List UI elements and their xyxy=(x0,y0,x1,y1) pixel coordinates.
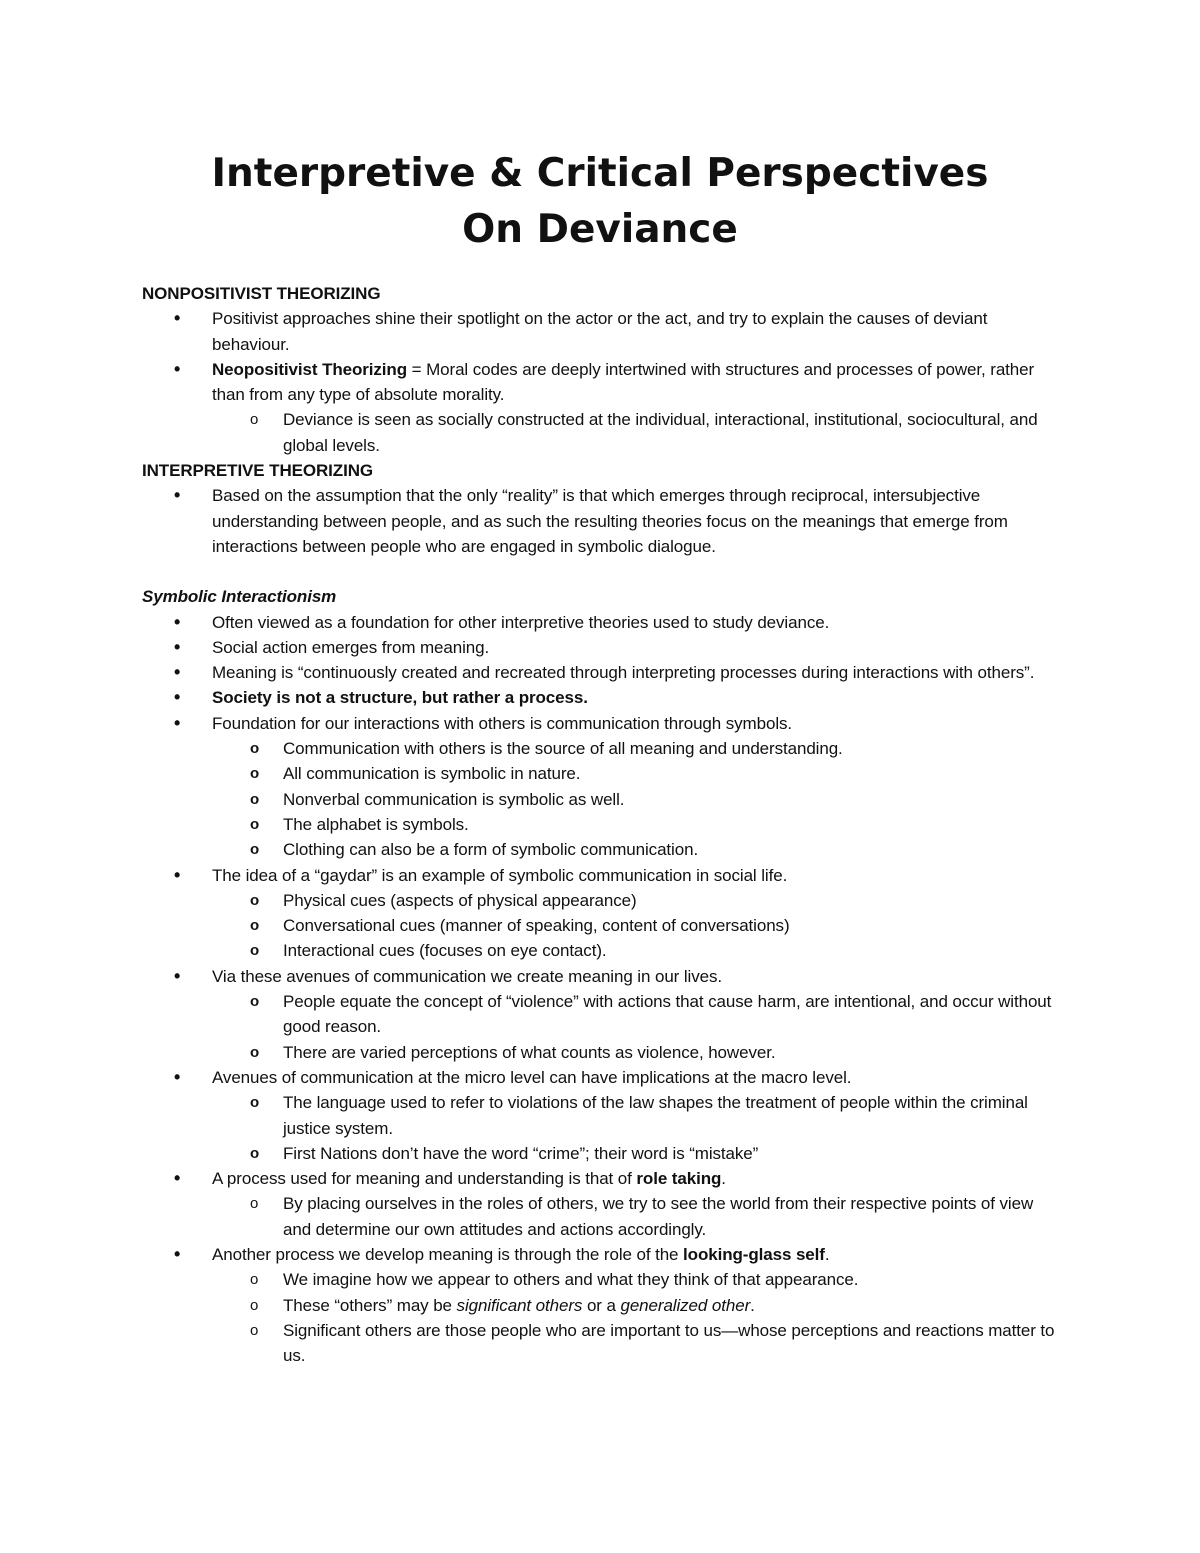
sub-list-item: o Communication with others is the source of all meaning and understanding. xyxy=(212,736,1062,761)
sub-list-item: o Significant others are those people who are important to us—whose perceptions and reactions matter to us. xyxy=(212,1318,1062,1369)
list-item: • Foundation for our interactions with others is communication through symbols. o Communication with others is the source of all meaning and understanding. o All communication is symbolic in nature. o Nonverbal communication is symbolic as well. o The alphabet is symbols. o Clothing can also be a form of symbolic communication. xyxy=(142,711,1062,863)
term-neopositivist: Neopositivist Theorizing xyxy=(212,359,408,379)
sub-list-item: o We imagine how we appear to others and what they think of that appearance. xyxy=(212,1267,1062,1292)
list-item: • Via these avenues of communication we create meaning in our lives. o People equate the concept of “violence” with actions that cause harm, are intentional, and occur without good reason. o There are varied perceptions of what counts as violence, however. xyxy=(142,964,1062,1065)
bullet-list-symbolic xyxy=(142,610,1062,1369)
list-item: • Neopositivist Theorizing = Moral codes are deeply intertwined with structures and processes of power, rather than from any type of absolute morality. o Deviance is seen as socially constructed at the individual, interactional, institutional, sociocultural, and global levels. xyxy=(142,357,1062,458)
list-item: • Social action emerges from meaning. xyxy=(142,635,1062,660)
page-title: Interpretive & Critical Perspectives On Deviance xyxy=(211,151,989,252)
sub-list-item: o There are varied perceptions of what counts as violence, however. xyxy=(212,1040,1062,1065)
bullet-list-interpretive xyxy=(142,483,1062,559)
sub-list-item: o Nonverbal communication is symbolic as well. xyxy=(212,787,1062,812)
sub-list-item: o Clothing can also be a form of symbolic communication. xyxy=(212,837,1062,862)
term-looking-glass-self: looking-glass self xyxy=(683,1244,825,1264)
sub-list-item: o The language used to refer to violations of the law shapes the treatment of people within the criminal justice system. xyxy=(212,1090,1062,1141)
sub-list-item: o People equate the concept of “violence” with actions that cause harm, are intentional, and occur without good reason. xyxy=(212,989,1062,1040)
list-item: • Society is not a structure, but rather a process. xyxy=(142,685,1062,710)
section-heading-nonpositivist: NONPOSITIVIST THEORIZING xyxy=(142,284,381,303)
list-item: • A process used for meaning and understanding is that of role taking. o By placing ourselves in the roles of others, we try to see the world from their respective points of view and determine our own attitudes and actions accordingly. xyxy=(142,1166,1062,1242)
sub-list-item: o Deviance is seen as socially constructed at the individual, interactional, institutional, sociocultural, and global levels. xyxy=(212,407,1062,458)
list-item: • Based on the assumption that the only “reality” is that which emerges through reciprocal, intersubjective understanding between people, and as such the resulting theories focus on the meanings that emerge from interactions between people who are engaged in symbolic dialogue. xyxy=(142,483,1062,559)
sub-list xyxy=(212,1191,1062,1242)
term-significant-others: significant others xyxy=(456,1295,583,1315)
sub-list xyxy=(212,888,1062,964)
list-item: • The idea of a “gaydar” is an example of symbolic communication in social life. o Physical cues (aspects of physical appearance) o Conversational cues (manner of speaking, content of conversations) o Interactional cues (focuses on eye contact). xyxy=(142,863,1062,964)
sub-list-item: o The alphabet is symbols. xyxy=(212,812,1062,837)
blank-line xyxy=(142,559,1062,584)
sub-list-item: o Conversational cues (manner of speaking, content of conversations) xyxy=(212,913,1062,938)
sub-list-item: o Physical cues (aspects of physical appearance) xyxy=(212,888,1062,913)
list-item: • Positivist approaches shine their spotlight on the actor or the act, and try to explain the causes of deviant behaviour. xyxy=(142,306,1062,357)
bullet-list-nonpositivist xyxy=(142,306,1062,458)
list-item: • Another process we develop meaning is through the role of the looking-glass self. o We imagine how we appear to others and what they think of that appearance. o These “others” may be significant others or a generalized other. o Significant others are those people who are important to us—whose perceptions and reactions matter to us. xyxy=(142,1242,1062,1368)
sub-list xyxy=(212,1267,1062,1368)
section-heading-symbolic: Symbolic Interactionism xyxy=(142,587,337,607)
term-generalized-other: generalized other xyxy=(620,1295,751,1315)
list-item: • Meaning is “continuously created and recreated through interpreting processes during interactions with others”. xyxy=(142,660,1062,685)
term-role-taking: role taking xyxy=(636,1169,722,1189)
sub-list-item: o All communication is symbolic in nature. xyxy=(212,761,1062,786)
sub-list xyxy=(212,989,1062,1065)
sub-list-item: o By placing ourselves in the roles of others, we try to see the world from their respective points of view and determine our own attitudes and actions accordingly. xyxy=(212,1191,1062,1242)
list-item: • Avenues of communication at the micro level can have implications at the macro level. o The language used to refer to violations of the law shapes the treatment of people within the criminal justice system. o First Nations don’t have the word “crime”; their word is “mistake” xyxy=(142,1065,1062,1166)
sub-list-item: o Interactional cues (focuses on eye contact). xyxy=(212,938,1062,963)
sub-list-item: o First Nations don’t have the word “crime”; their word is “mistake” xyxy=(212,1141,1062,1166)
document-body xyxy=(142,281,1062,1368)
sub-list xyxy=(212,407,1062,458)
sub-list xyxy=(212,736,1062,862)
section-heading-interpretive: INTERPRETIVE THEORIZING xyxy=(142,461,373,481)
list-item: • Often viewed as a foundation for other interpretive theories used to study deviance. xyxy=(142,610,1062,635)
sub-list xyxy=(212,1090,1062,1166)
sub-list-item: o These “others” may be significant others or a generalized other. xyxy=(212,1293,1062,1318)
